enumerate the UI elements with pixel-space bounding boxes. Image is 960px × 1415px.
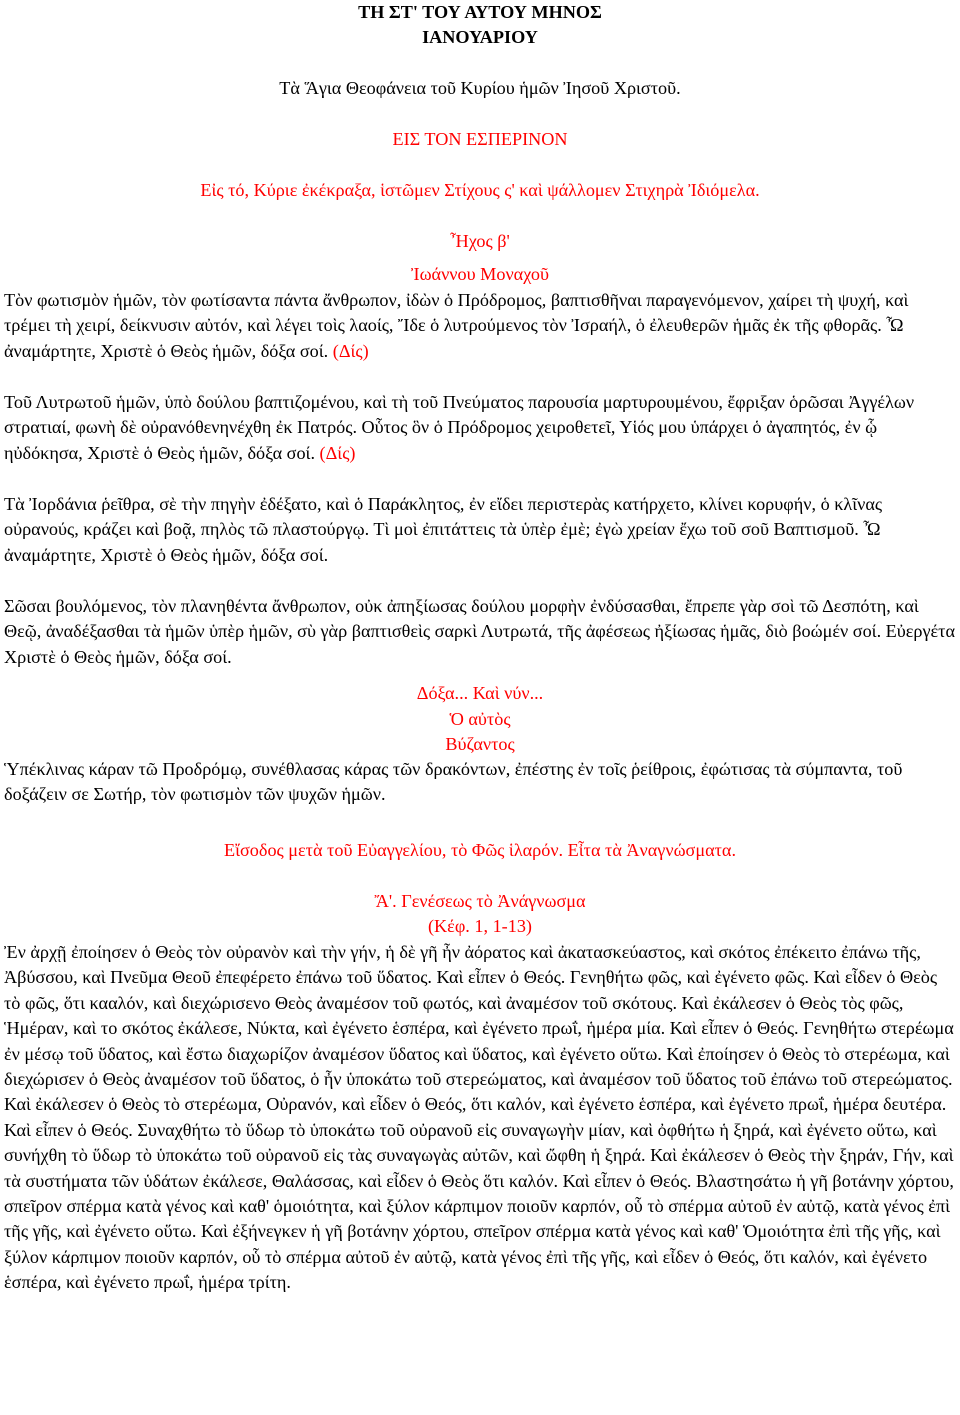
page-header bbox=[0, 0, 960, 51]
doxastikon-author: Ὁ αὐτὸς bbox=[449, 709, 511, 729]
sticheron-2-repeat: (Δίς) bbox=[319, 442, 356, 463]
reading-title: Ἄ'. Γενέσεως τὸ Ἀνάγνωσμα bbox=[374, 891, 586, 911]
sticheron-1-repeat: (Δίς) bbox=[332, 340, 369, 361]
doxastikon-composer: Βύζαντος bbox=[445, 734, 515, 754]
sticheron-2-text: Τοῦ Λυτρωτοῦ ἡμῶν, ὑπὸ δούλου βαπτιζομένου, καὶ τὴ τοῦ Πνεύματος παρουσία μαρτυρουμένου, ἔφριξαν ὁρῶσαι Ἀγγέλων στρατιαί, φωνὴ δὲ οὐρανόθενηνέχθη ἐκ Πατρός. Οὗτος ὃν ὁ Πρόδρομος χειροθετεῖ, Υἱός μου ὑπάρχει ὁ ἀγαπητός, ἐν ᾧ ηὐδόκησα, Χριστὲ ὁ Θεὸς ἡμῶν, δόξα σοί. bbox=[4, 392, 915, 463]
sticheron-1 bbox=[4, 288, 958, 364]
entrance-rubric: Εἴσοδος μετὰ τοῦ Εὐαγγελίου, τὸ Φῶς ἱλαρόν. Εἶτα τὰ Ἀναγνώσματα. bbox=[223, 840, 737, 860]
sticheron-4-text: Σῶσαι βουλόμενος, τὸν πλανηθέντα ἄνθρωπον, οὐκ ἀπηξίωσας δούλου μορφὴν ἐνδύσασθαι, ἔπρεπε γὰρ σοὶ τῶ Δεσπότη, καὶ Θεῷ, ἀναδέξασθαι τὰ ἡμῶν ὑπὲρ ἡμῶν, σὺ γὰρ βαπτισθεὶς σαρκὶ Λυτρωτά, τῆς ἀφέσεως ἠξίωσας ἡμᾶς, διὸ βοώμέν σοί. Εὐεργέτα Χριστὲ ὁ Θεὸς ἡμῶν, δόξα σοί. bbox=[4, 596, 956, 667]
vespers-rubric: Εἰς τό, Κύριε ἐκέκραξα, ἱστῶμεν Στίχους ς' καὶ ψάλλομεν Στιχηρὰ Ἰδιόμελα. bbox=[200, 180, 760, 200]
feast-title: Τὰ Ἅγια Θεοφάνεια τοῦ Κυρίου ἡμῶν Ἰησοῦ Χριστοῦ. bbox=[279, 78, 681, 98]
tone-label: Ἦχος β' bbox=[450, 231, 510, 251]
vespers-heading: ΕΙΣ ΤΟΝ ΕΣΠΕΡΙΝΟΝ bbox=[392, 129, 568, 149]
doxa-rubric: Δόξα... Καὶ νύν... bbox=[416, 683, 544, 703]
doxastikon: Ὑπέκλινας κάραν τῶ Προδρόμῳ, συνέθλασας κάρας τῶν δρακόντων, ἐπέστης ἐν τοῖς ῥείθροις, ἐφώτισας τὰ σύμπαντα, τοῦ δοξάζειν σε Σωτήρ, τὸν φωτισμὸν τῶν ψυχῶν ἡμῶν. bbox=[4, 759, 903, 805]
sticheron-1-text: Τὸν φωτισμὸν ἡμῶν, τὸν φωτίσαντα πάντα ἄνθρωπον, ἰδὼν ὁ Πρόδρομος, βαπτισθῆναι παραγενόμενον, χαίρει τὴ ψυχή, καὶ τρέμει τὴ χειρί, δείκνυσιν αὐτόν, καὶ λέγει τοὶς λαοίς, Ἴδε ὁ λυτρούμενος τὸν Ἰσραήλ, ὁ ἐλευθερῶν ἡμᾶς ἐκ τῆς φθορᾶς. Ὦ ἀναμάρτητε, Χριστὲ ὁ Θεὸς ἡμῶν, δόξα σοί. bbox=[4, 290, 909, 361]
sticheron-2 bbox=[4, 390, 958, 466]
header-date-line: ΤΗ ΣΤ' ΤΟΥ ΑΥΤΟΥ ΜΗΝΟΣ bbox=[358, 2, 602, 22]
sticheron-3 bbox=[4, 492, 958, 568]
sticheron-3-text: Τὰ Ἰορδάνια ῥεῖθρα, σὲ τὴν πηγὴν ἐδέξατο, καὶ ὁ Παράκλητος, ἐν εἴδει περιστερὰς κατήρχετο, κλίνει κορυφήν, ὁ κλῖνας οὐρανούς, κράζει καὶ βοᾷ, πηλὸς τῶ πλαστούργῳ. Τὶ μοὶ ἐπιτάττεις τὰ ὑπὲρ ἐμὲ; ἐγὼ χρείαν ἔχω τοῦ σοῦ Βαπτισμοῦ. Ὦ ἀναμάρτητε, Χριστὲ ὁ Θεὸς ἡμῶν, δόξα σοί. bbox=[4, 494, 883, 565]
header-month-line: ΙΑΝΟΥΑΡΙΟΥ bbox=[422, 27, 538, 48]
reading-text: Ἐν ἀρχῇ ἐποίησεν ὁ Θεὸς τὸν οὐρανὸν καὶ τὴν γήν, ἡ δὲ γῆ ἦν ἀόρατος καὶ ἀκατασκεύαστος, καὶ σκότος ἐπέκειτο ἐπάνω τῆς, Ἀβύσσου, καὶ Πνεῦμα Θεοῦ ἐπεφέρετο ἐπάνω τοῦ ὕδατος. Καὶ εἶπεν ὁ Θεός. Γενηθήτω φῶς, καὶ ἐγένετο φῶς. Καὶ εἶδεν ὁ Θεὸς τὸ φῶς, ὅτι κααλόν, καὶ διεχώρισενο Θεὸς ἀναμέσον τοῦ φωτός, καὶ ἀναμέσον τοῦ σκότους. Καὶ ἐκάλεσεν ὁ Θεὸς τὸς φῶς, Ἡμέραν, καὶ το σκότος ἐκάλεσε, Νύκτα, καὶ ἐγένετο ἑσπέρα, καὶ ἐγένετο πρωΐ, ἡμέρα μία. Καὶ εἶπεν ὁ Θεός. Γενηθήτω στερέωμα ἐν μέσῳ τοῦ ὕδατος, καὶ ἔστω διαχωρίζον ἀναμέσον ὕδατος καὶ ὕδατος, καὶ ἐγένετο οὕτω. Καὶ ἐποίησεν ὁ Θεὸς τὸ στερέωμα, καὶ διεχώρισεν ὁ Θεὸς ἀναμέσον τοῦ ὕδατος, ὁ ἦν ὑποκάτω τοῦ στερεώματος, καὶ ἀναμέσον τοῦ ὕδατος τοῦ ἐπάνω τοῦ στερεώματος. Καὶ ἐκάλεσεν ὁ Θεὸς τὸ στερέωμα, Οὐρανόν, καὶ εἶδεν ὁ Θεός, ὅτι καλόν, καὶ ἐγένετο ἑσπέρα, καὶ ἐγένετο πρωΐ, ἡμέρα δευτέρα. Καὶ εἶπεν ὁ Θεός. Συναχθήτω τὸ ὕδωρ τὸ ὑποκάτω τοῦ οὐρανοῦ εἰς συναγωγὴν μίαν, καὶ ὀφθήτω ἡ ξηρά, καὶ ἐγένετο οὕτω, καὶ συνήχθη τὸ ὕδωρ τὸ ὑποκάτω τοῦ οὐρανοῦ εἰς τὰς συναγωγὰς αὐτῶν, καὶ ὤφθη ἡ ξηρά. Καὶ ἐκάλεσεν ὁ Θεὸς τὴν ξηράν, Γήν, καὶ τὰ συστήματα τῶν ὑδάτων ἐκάλεσε, Θαλάσσας, καὶ εἶδεν ὁ Θεὸς ὅτι καλόν. Καὶ εἶπεν ὁ Θεός. Βλαστησάτω ἡ γῆ βοτάνην χόρτου, σπεῖρον σπέρμα κατὰ γένος καὶ καθ' ὁμοιότητα, καὶ ξύλον κάρπιμον ποιοῦν καρπόν, οὗ τὸ σπέρμα αὐτοῦ ἐν αὐτῷ, κατὰ γένος ἐπὶ τῆς γῆς, καὶ ἐγένετο οὕτω. Καὶ ἐξήνεγκεν ἡ γῆ βοτάνην χόρτου, σπεῖρον σπέρμα κατὰ γένος καὶ καθ' Ὁμοιότητα ἐπὶ τῆς γῆς, καὶ ξύλον κάρπιμον ποιοῦν καρπόν, οὗ τὸ σπέρμα αὐτοῦ ἐν αὐτῷ, κατὰ γένος ἐπὶ τῆς γῆς, καὶ εἶδεν ὁ Θεός, ὅτι καλόν, καὶ ἐγένετο ἑσπέρα, καὶ ἐγένετο πρωΐ, ἡμέρα τρίτη. bbox=[4, 942, 954, 1293]
sticheron-4 bbox=[4, 594, 958, 670]
reading-reference: (Κέφ. 1, 1-13) bbox=[427, 916, 532, 936]
hymn-author: Ἰωάννου Μοναχοῦ bbox=[411, 264, 549, 284]
